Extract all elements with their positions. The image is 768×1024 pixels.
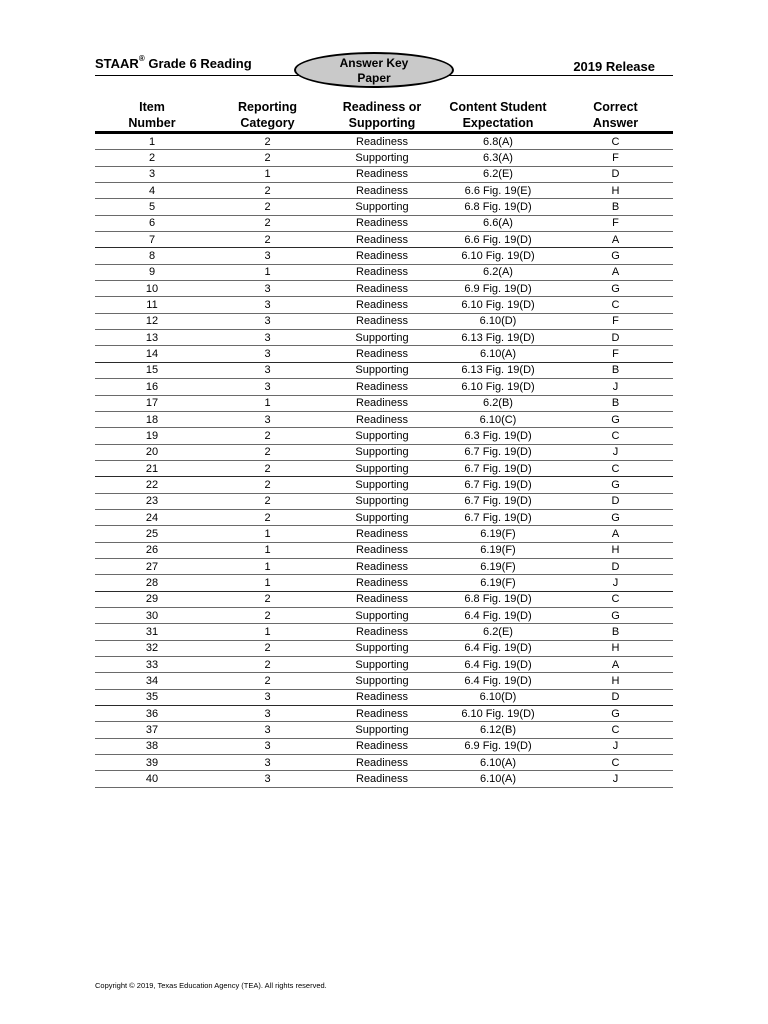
reporting-category-cell: 2	[209, 444, 326, 460]
reporting-category-cell: 1	[209, 264, 326, 280]
expectation-cell: 6.19(F)	[438, 526, 558, 542]
expectation-cell: 6.6(A)	[438, 215, 558, 231]
reporting-category-cell: 2	[209, 657, 326, 673]
reporting-category-cell: 2	[209, 591, 326, 607]
correct-answer-cell: A	[558, 526, 673, 542]
table-row	[95, 411, 673, 427]
expectation-cell: 6.7 Fig. 19(D)	[438, 477, 558, 493]
reporting-category-cell: 2	[209, 199, 326, 215]
item-number-cell: 22	[95, 477, 209, 493]
readiness-cell: Readiness	[326, 591, 438, 607]
item-number-cell: 39	[95, 755, 209, 771]
expectation-cell: 6.2(B)	[438, 395, 558, 411]
expectation-cell: 6.10(D)	[438, 689, 558, 705]
correct-answer-cell: D	[558, 558, 673, 574]
table-row	[95, 346, 673, 362]
correct-answer-cell: A	[558, 264, 673, 280]
copyright-footer: Copyright © 2019, Texas Education Agency (TEA). All rights reserved.	[95, 981, 327, 990]
table-row	[95, 330, 673, 346]
table-header-row	[95, 99, 673, 133]
item-number-cell: 9	[95, 264, 209, 280]
correct-answer-cell: D	[558, 330, 673, 346]
item-number-cell: 1	[95, 133, 209, 150]
correct-answer-cell: A	[558, 657, 673, 673]
table-row	[95, 232, 673, 248]
item-number-cell: 4	[95, 183, 209, 199]
table-row	[95, 379, 673, 395]
expectation-cell: 6.10(A)	[438, 771, 558, 787]
correct-answer-cell: G	[558, 411, 673, 427]
correct-answer-cell: F	[558, 313, 673, 329]
readiness-cell: Supporting	[326, 362, 438, 378]
correct-answer-cell: C	[558, 297, 673, 313]
table-row	[95, 362, 673, 378]
expectation-cell: 6.13 Fig. 19(D)	[438, 330, 558, 346]
correct-answer-cell: G	[558, 607, 673, 623]
expectation-cell: 6.7 Fig. 19(D)	[438, 460, 558, 476]
table-row	[95, 150, 673, 166]
reporting-category-cell: 2	[209, 215, 326, 231]
reporting-category-cell: 3	[209, 771, 326, 787]
item-number-cell: 38	[95, 738, 209, 754]
table-row	[95, 199, 673, 215]
item-number-cell: 16	[95, 379, 209, 395]
expectation-cell: 6.10 Fig. 19(D)	[438, 297, 558, 313]
table-row	[95, 607, 673, 623]
table-row	[95, 297, 673, 313]
readiness-cell: Supporting	[326, 722, 438, 738]
correct-answer-cell: H	[558, 640, 673, 656]
expectation-cell: 6.10(C)	[438, 411, 558, 427]
correct-answer-cell: F	[558, 150, 673, 166]
item-number-cell: 28	[95, 575, 209, 591]
reporting-category-cell: 2	[209, 673, 326, 689]
readiness-cell: Supporting	[326, 460, 438, 476]
table-row	[95, 395, 673, 411]
table-row	[95, 215, 673, 231]
correct-answer-cell: D	[558, 689, 673, 705]
table-row	[95, 591, 673, 607]
item-number-cell: 35	[95, 689, 209, 705]
expectation-cell: 6.9 Fig. 19(D)	[438, 738, 558, 754]
item-number-cell: 17	[95, 395, 209, 411]
expectation-cell: 6.10 Fig. 19(D)	[438, 379, 558, 395]
reporting-category-cell: 2	[209, 477, 326, 493]
correct-answer-cell: C	[558, 428, 673, 444]
item-number-cell: 20	[95, 444, 209, 460]
expectation-cell: 6.7 Fig. 19(D)	[438, 493, 558, 509]
readiness-cell: Readiness	[326, 313, 438, 329]
item-number-cell: 40	[95, 771, 209, 787]
reporting-category-cell: 3	[209, 755, 326, 771]
readiness-cell: Readiness	[326, 248, 438, 264]
correct-answer-cell: C	[558, 460, 673, 476]
reporting-category-cell: 1	[209, 558, 326, 574]
expectation-cell: 6.4 Fig. 19(D)	[438, 673, 558, 689]
correct-answer-cell: F	[558, 215, 673, 231]
table-row	[95, 738, 673, 754]
readiness-cell: Readiness	[326, 297, 438, 313]
table-row	[95, 673, 673, 689]
reporting-category-cell: 2	[209, 460, 326, 476]
item-number-cell: 6	[95, 215, 209, 231]
item-number-cell: 34	[95, 673, 209, 689]
item-number-cell: 5	[95, 199, 209, 215]
table-row	[95, 575, 673, 591]
item-number-cell: 7	[95, 232, 209, 248]
col-header-content-expectation: Content Student Expectation	[438, 99, 558, 133]
correct-answer-cell: J	[558, 575, 673, 591]
reporting-category-cell: 2	[209, 509, 326, 525]
readiness-cell: Supporting	[326, 657, 438, 673]
reporting-category-cell: 1	[209, 395, 326, 411]
expectation-cell: 6.19(F)	[438, 575, 558, 591]
document-title: STAAR® Grade 6 Reading	[95, 54, 252, 71]
table-row	[95, 689, 673, 705]
item-number-cell: 8	[95, 248, 209, 264]
correct-answer-cell: C	[558, 755, 673, 771]
reporting-category-cell: 3	[209, 411, 326, 427]
readiness-cell: Readiness	[326, 526, 438, 542]
reporting-category-cell: 1	[209, 624, 326, 640]
correct-answer-cell: G	[558, 248, 673, 264]
expectation-cell: 6.2(E)	[438, 166, 558, 182]
expectation-cell: 6.3(A)	[438, 150, 558, 166]
reporting-category-cell: 1	[209, 575, 326, 591]
expectation-cell: 6.10 Fig. 19(D)	[438, 248, 558, 264]
item-number-cell: 2	[95, 150, 209, 166]
correct-answer-cell: C	[558, 133, 673, 150]
release-label: 2019 Release	[573, 59, 655, 74]
correct-answer-cell: G	[558, 706, 673, 722]
readiness-cell: Readiness	[326, 133, 438, 150]
readiness-cell: Supporting	[326, 428, 438, 444]
correct-answer-cell: J	[558, 379, 673, 395]
readiness-cell: Supporting	[326, 607, 438, 623]
item-number-cell: 3	[95, 166, 209, 182]
table-row	[95, 133, 673, 150]
readiness-cell: Readiness	[326, 232, 438, 248]
reporting-category-cell: 3	[209, 248, 326, 264]
correct-answer-cell: D	[558, 493, 673, 509]
correct-answer-cell: A	[558, 232, 673, 248]
reporting-category-cell: 3	[209, 313, 326, 329]
correct-answer-cell: B	[558, 199, 673, 215]
expectation-cell: 6.12(B)	[438, 722, 558, 738]
table-row	[95, 722, 673, 738]
reporting-category-cell: 2	[209, 232, 326, 248]
expectation-cell: 6.8 Fig. 19(D)	[438, 591, 558, 607]
item-number-cell: 10	[95, 281, 209, 297]
expectation-cell: 6.4 Fig. 19(D)	[438, 607, 558, 623]
table-row	[95, 558, 673, 574]
expectation-cell: 6.10(A)	[438, 346, 558, 362]
reporting-category-cell: 3	[209, 738, 326, 754]
item-number-cell: 32	[95, 640, 209, 656]
readiness-cell: Readiness	[326, 755, 438, 771]
readiness-cell: Readiness	[326, 183, 438, 199]
correct-answer-cell: J	[558, 771, 673, 787]
expectation-cell: 6.13 Fig. 19(D)	[438, 362, 558, 378]
correct-answer-cell: J	[558, 444, 673, 460]
expectation-cell: 6.19(F)	[438, 542, 558, 558]
correct-answer-cell: B	[558, 362, 673, 378]
answer-key-table	[95, 99, 673, 788]
readiness-cell: Readiness	[326, 706, 438, 722]
readiness-cell: Supporting	[326, 640, 438, 656]
expectation-cell: 6.19(F)	[438, 558, 558, 574]
reporting-category-cell: 3	[209, 722, 326, 738]
table-row	[95, 477, 673, 493]
expectation-cell: 6.9 Fig. 19(D)	[438, 281, 558, 297]
table-row	[95, 428, 673, 444]
table-row	[95, 166, 673, 182]
readiness-cell: Readiness	[326, 281, 438, 297]
table-row	[95, 281, 673, 297]
table-row	[95, 313, 673, 329]
readiness-cell: Readiness	[326, 346, 438, 362]
reporting-category-cell: 3	[209, 362, 326, 378]
readiness-cell: Readiness	[326, 395, 438, 411]
readiness-cell: Readiness	[326, 689, 438, 705]
table-row	[95, 657, 673, 673]
item-number-cell: 13	[95, 330, 209, 346]
readiness-cell: Supporting	[326, 509, 438, 525]
expectation-cell: 6.8(A)	[438, 133, 558, 150]
expectation-cell: 6.2(A)	[438, 264, 558, 280]
readiness-cell: Supporting	[326, 477, 438, 493]
expectation-cell: 6.4 Fig. 19(D)	[438, 640, 558, 656]
correct-answer-cell: B	[558, 395, 673, 411]
item-number-cell: 26	[95, 542, 209, 558]
expectation-cell: 6.7 Fig. 19(D)	[438, 444, 558, 460]
reporting-category-cell: 2	[209, 183, 326, 199]
reporting-category-cell: 1	[209, 166, 326, 182]
expectation-cell: 6.6 Fig. 19(D)	[438, 232, 558, 248]
table-row	[95, 509, 673, 525]
readiness-cell: Supporting	[326, 673, 438, 689]
reporting-category-cell: 2	[209, 607, 326, 623]
table-row	[95, 444, 673, 460]
table-row	[95, 706, 673, 722]
correct-answer-cell: B	[558, 624, 673, 640]
readiness-cell: Readiness	[326, 411, 438, 427]
readiness-cell: Readiness	[326, 166, 438, 182]
correct-answer-cell: C	[558, 722, 673, 738]
reporting-category-cell: 3	[209, 379, 326, 395]
readiness-cell: Readiness	[326, 542, 438, 558]
reporting-category-cell: 2	[209, 428, 326, 444]
readiness-cell: Readiness	[326, 575, 438, 591]
correct-answer-cell: H	[558, 673, 673, 689]
item-number-cell: 31	[95, 624, 209, 640]
table-row	[95, 542, 673, 558]
readiness-cell: Supporting	[326, 150, 438, 166]
item-number-cell: 23	[95, 493, 209, 509]
expectation-cell: 6.7 Fig. 19(D)	[438, 509, 558, 525]
item-number-cell: 25	[95, 526, 209, 542]
expectation-cell: 6.4 Fig. 19(D)	[438, 657, 558, 673]
reporting-category-cell: 2	[209, 493, 326, 509]
table-row	[95, 248, 673, 264]
col-header-readiness-supporting: Readiness or Supporting	[326, 99, 438, 133]
col-header-item-number: Item Number	[95, 99, 209, 133]
table-row	[95, 755, 673, 771]
readiness-cell: Readiness	[326, 771, 438, 787]
correct-answer-cell: H	[558, 542, 673, 558]
expectation-cell: 6.3 Fig. 19(D)	[438, 428, 558, 444]
expectation-cell: 6.2(E)	[438, 624, 558, 640]
answer-key-oval-badge: Answer Key Paper	[294, 52, 454, 88]
item-number-cell: 19	[95, 428, 209, 444]
reporting-category-cell: 3	[209, 281, 326, 297]
table-row	[95, 771, 673, 787]
item-number-cell: 15	[95, 362, 209, 378]
readiness-cell: Readiness	[326, 624, 438, 640]
reporting-category-cell: 3	[209, 689, 326, 705]
item-number-cell: 37	[95, 722, 209, 738]
item-number-cell: 18	[95, 411, 209, 427]
item-number-cell: 27	[95, 558, 209, 574]
readiness-cell: Readiness	[326, 264, 438, 280]
correct-answer-cell: F	[558, 346, 673, 362]
expectation-cell: 6.6 Fig. 19(E)	[438, 183, 558, 199]
table-row	[95, 640, 673, 656]
correct-answer-cell: G	[558, 509, 673, 525]
item-number-cell: 12	[95, 313, 209, 329]
reporting-category-cell: 3	[209, 330, 326, 346]
correct-answer-cell: J	[558, 738, 673, 754]
table-row	[95, 493, 673, 509]
readiness-cell: Readiness	[326, 558, 438, 574]
readiness-cell: Readiness	[326, 379, 438, 395]
table-row	[95, 624, 673, 640]
item-number-cell: 14	[95, 346, 209, 362]
item-number-cell: 36	[95, 706, 209, 722]
col-header-reporting-category: Reporting Category	[209, 99, 326, 133]
correct-answer-cell: D	[558, 166, 673, 182]
reporting-category-cell: 3	[209, 706, 326, 722]
correct-answer-cell: C	[558, 591, 673, 607]
readiness-cell: Supporting	[326, 199, 438, 215]
readiness-cell: Supporting	[326, 330, 438, 346]
expectation-cell: 6.10(D)	[438, 313, 558, 329]
reporting-category-cell: 1	[209, 542, 326, 558]
readiness-cell: Readiness	[326, 738, 438, 754]
correct-answer-cell: H	[558, 183, 673, 199]
reporting-category-cell: 2	[209, 133, 326, 150]
table-row	[95, 460, 673, 476]
reporting-category-cell: 3	[209, 346, 326, 362]
table-row	[95, 264, 673, 280]
readiness-cell: Readiness	[326, 215, 438, 231]
col-header-correct-answer: Correct Answer	[558, 99, 673, 133]
item-number-cell: 30	[95, 607, 209, 623]
reporting-category-cell: 2	[209, 640, 326, 656]
expectation-cell: 6.10(A)	[438, 755, 558, 771]
readiness-cell: Supporting	[326, 493, 438, 509]
readiness-cell: Supporting	[326, 444, 438, 460]
correct-answer-cell: G	[558, 281, 673, 297]
reporting-category-cell: 2	[209, 150, 326, 166]
item-number-cell: 33	[95, 657, 209, 673]
expectation-cell: 6.8 Fig. 19(D)	[438, 199, 558, 215]
table-row	[95, 526, 673, 542]
item-number-cell: 29	[95, 591, 209, 607]
item-number-cell: 24	[95, 509, 209, 525]
item-number-cell: 21	[95, 460, 209, 476]
reporting-category-cell: 1	[209, 526, 326, 542]
table-row	[95, 183, 673, 199]
item-number-cell: 11	[95, 297, 209, 313]
correct-answer-cell: G	[558, 477, 673, 493]
expectation-cell: 6.10 Fig. 19(D)	[438, 706, 558, 722]
reporting-category-cell: 3	[209, 297, 326, 313]
